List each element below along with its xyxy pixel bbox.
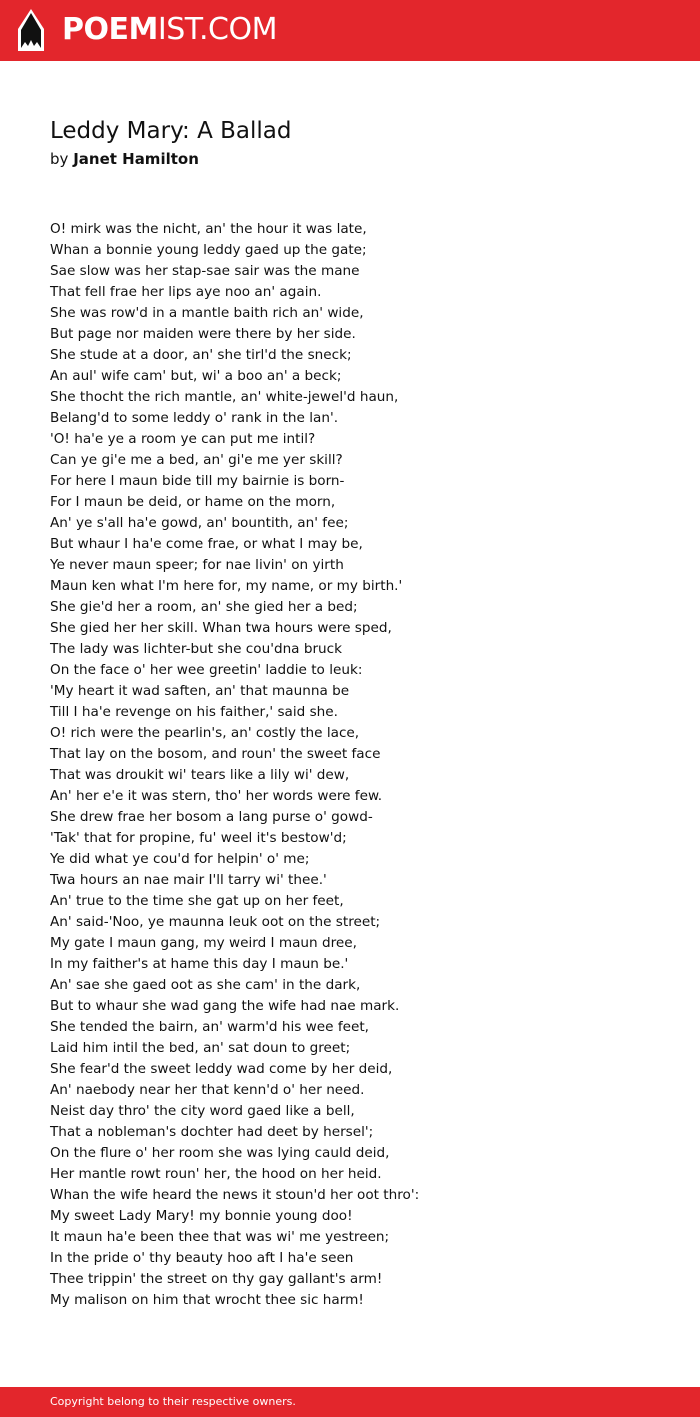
poem-line: An' true to the time she gat up on her feet, bbox=[50, 893, 344, 909]
poem-line: An' ye s'all ha'e gowd, an' bountith, an' fee; bbox=[50, 515, 349, 531]
poem-line: The lady was lichter-but she cou'dna bruck bbox=[50, 641, 343, 657]
poem-line: My malison on him that wrocht thee sic harm! bbox=[50, 1292, 364, 1308]
poem-line: 'My heart it wad saften, an' that maunna be bbox=[50, 683, 350, 699]
logo-bold-text: POEM bbox=[62, 12, 158, 47]
site-header bbox=[0, 0, 700, 61]
poem-line: Her mantle rowt roun' her, the hood on her heid. bbox=[50, 1166, 382, 1182]
poem-line: She was row'd in a mantle baith rich an' wide, bbox=[50, 305, 364, 321]
poem-line: My sweet Lady Mary! my bonnie young doo! bbox=[50, 1208, 353, 1224]
poem-line: She gied her her skill. Whan twa hours were sped, bbox=[50, 620, 392, 636]
poem-line: She fear'd the sweet leddy wad come by her deid, bbox=[50, 1061, 393, 1077]
copyright-text: Copyright belong to their respective owners. bbox=[50, 1395, 296, 1408]
poem-line: Neist day thro' the city word gaed like a bell, bbox=[50, 1103, 355, 1119]
poem-line: She tended the bairn, an' warm'd his wee feet, bbox=[50, 1019, 370, 1035]
poem-line: Ye never maun speer; for nae livin' on yirth bbox=[50, 557, 344, 573]
poem-line: She drew frae her bosom a lang purse o' gowd- bbox=[50, 809, 373, 825]
site-logo[interactable] bbox=[62, 12, 277, 48]
poem-title: Leddy Mary: A Ballad bbox=[50, 118, 292, 144]
poem-line: An' sae she gaed oot as she cam' in the dark, bbox=[50, 977, 361, 993]
poem-line: Ye did what ye cou'd for helpin' o' me; bbox=[50, 851, 310, 867]
poem-line: It maun ha'e been thee that was wi' me yestreen; bbox=[50, 1229, 390, 1245]
poem-line: Twa hours an nae mair I'll tarry wi' thee.' bbox=[50, 872, 327, 888]
author-name: Janet Hamilton bbox=[73, 150, 199, 168]
poem-line: Sae slow was her stap-sae sair was the mane bbox=[50, 263, 360, 279]
poem-line: On the face o' her wee greetin' laddie to leuk: bbox=[50, 662, 363, 678]
poem-line: An' her e'e it was stern, tho' her words were few. bbox=[50, 788, 383, 804]
poem-line: Maun ken what I'm here for, my name, or my birth.' bbox=[50, 578, 403, 594]
poem-line: In the pride o' thy beauty hoo aft I ha'e seen bbox=[50, 1250, 354, 1266]
poem-line: Thee trippin' the street on thy gay gallant's arm! bbox=[50, 1271, 383, 1287]
site-footer bbox=[0, 1387, 700, 1417]
logo-light-text: IST.COM bbox=[157, 12, 277, 47]
poem-line: But whaur I ha'e come frae, or what I may be, bbox=[50, 536, 363, 552]
poem-line: My gate I maun gang, my weird I maun dree, bbox=[50, 935, 357, 951]
poem-line: Whan a bonnie young leddy gaed up the gate; bbox=[50, 242, 367, 258]
poem-line: She stude at a door, an' she tirl'd the sneck; bbox=[50, 347, 352, 363]
poem-line: That fell frae her lips aye noo an' again. bbox=[50, 284, 322, 300]
poem-line: Whan the wife heard the news it stoun'd her oot thro': bbox=[50, 1187, 420, 1203]
poem-line: But to whaur she wad gang the wife had nae mark. bbox=[50, 998, 400, 1014]
poem-line: That was droukit wi' tears like a lily wi' dew, bbox=[50, 767, 350, 783]
pen-nib-logo-icon[interactable] bbox=[18, 9, 44, 51]
poem-line: 'Tak' that for propine, fu' weel it's bestow'd; bbox=[50, 830, 347, 846]
poem-line: O! mirk was the nicht, an' the hour it was late, bbox=[50, 221, 367, 237]
by-label: by bbox=[50, 150, 69, 168]
poem-line: For I maun be deid, or hame on the morn, bbox=[50, 494, 336, 510]
poem-line: She thocht the rich mantle, an' white-jewel'd haun, bbox=[50, 389, 399, 405]
poem-line: 'O! ha'e ye a room ye can put me intil? bbox=[50, 431, 316, 447]
poem-line: But page nor maiden were there by her side. bbox=[50, 326, 356, 342]
poem-line: Belang'd to some leddy o' rank in the lan'. bbox=[50, 410, 339, 426]
poem-line: Till I ha'e revenge on his faither,' said she. bbox=[50, 704, 338, 720]
poem-line: An' said-'Noo, ye maunna leuk oot on the street; bbox=[50, 914, 381, 930]
poem-line: On the flure o' her room she was lying cauld deid, bbox=[50, 1145, 390, 1161]
byline bbox=[50, 148, 199, 170]
poem-line: That lay on the bosom, and roun' the sweet face bbox=[50, 746, 381, 762]
poem-line: For here I maun bide till my bairnie is born- bbox=[50, 473, 345, 489]
poem-line: An' naebody near her that kenn'd o' her need. bbox=[50, 1082, 365, 1098]
poem-body bbox=[50, 219, 670, 1311]
poem-line: Can ye gi'e me a bed, an' gi'e me yer skill? bbox=[50, 452, 343, 468]
poem-line: In my faither's at hame this day I maun be.' bbox=[50, 956, 349, 972]
poem-line: An aul' wife cam' but, wi' a boo an' a beck; bbox=[50, 368, 342, 384]
poem-line: O! rich were the pearlin's, an' costly the lace, bbox=[50, 725, 360, 741]
poem-line: Laid him intil the bed, an' sat doun to greet; bbox=[50, 1040, 351, 1056]
poem-line: She gie'd her a room, an' she gied her a bed; bbox=[50, 599, 358, 615]
poem-line: That a nobleman's dochter had deet by hersel'; bbox=[50, 1124, 374, 1140]
